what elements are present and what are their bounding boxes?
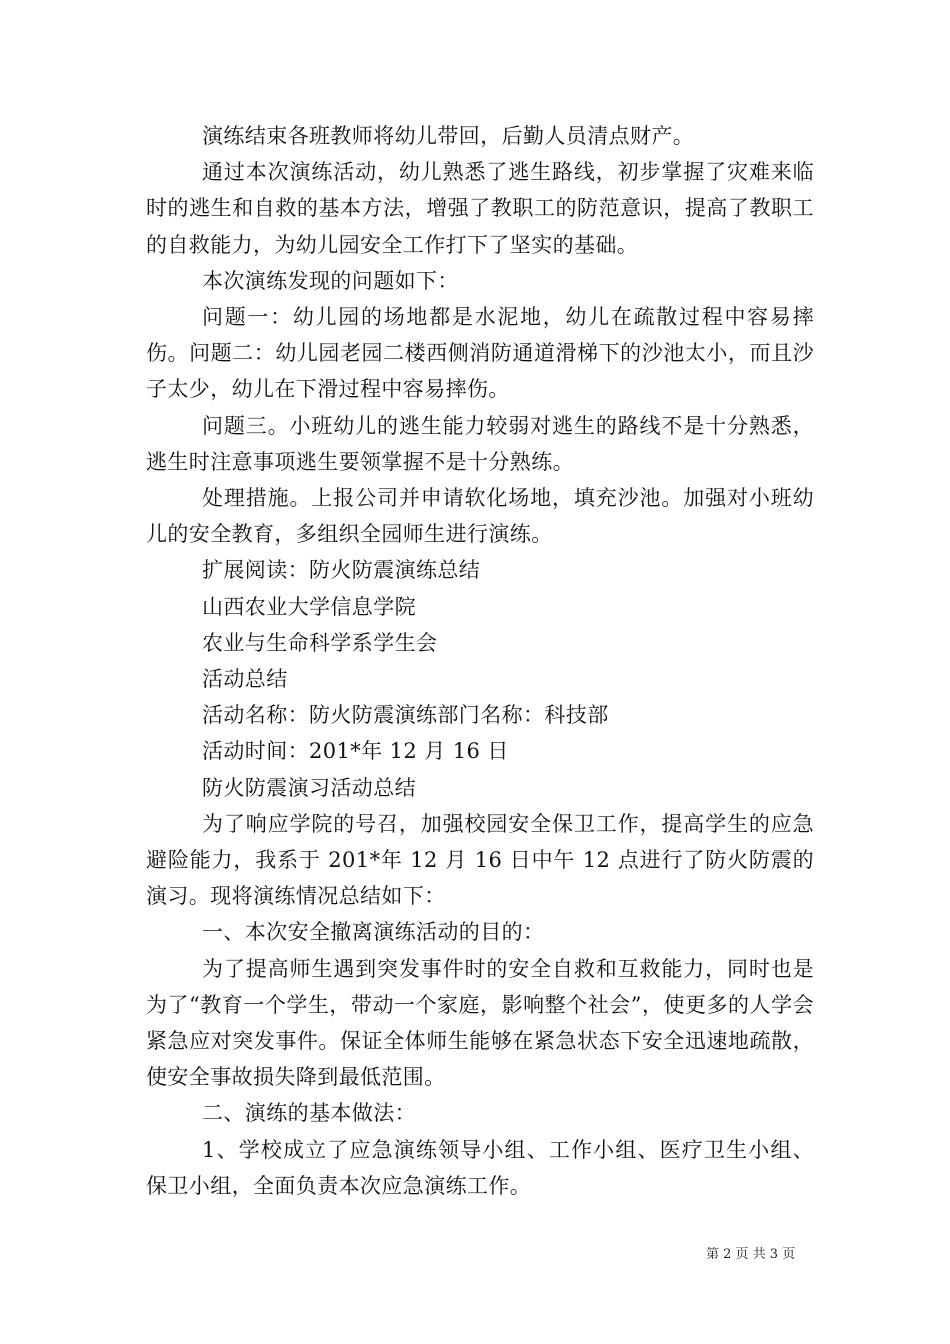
paragraph: 为了提高师生遇到突发事件时的安全自救和互救能力，同时也是为了“教育一个学生，带动一个家庭，影响整个社会”，使更多的人学会紧急应对突发事件。保证全体师生能够在紧急状态下安全迅速地疏散，使安全事故损失降到最低范围。 <box>146 956 814 1090</box>
paragraph: 活动总结 <box>202 667 288 692</box>
paragraph: 本次演练发现的问题如下： <box>202 268 459 293</box>
paragraph: 一、本次安全撤离演练活动的目的： <box>202 920 545 945</box>
paragraph: 为了响应学院的号召，加强校园安全保卫工作，提高学生的应急避险能力，我系于 201*年 12 月 16 日中午 12 点进行了防火防震的演习。现将演练情况总结如下： <box>146 811 814 909</box>
paragraph: 问题一：幼儿园的场地都是水泥地，幼儿在疏散过程中容易摔伤。问题二：幼儿园老园二楼西侧消防通道滑梯下的沙池太小，而且沙子太少，幼儿在下滑过程中容易摔伤。 <box>146 305 814 402</box>
paragraph: 扩展阅读：防火防震演练总结 <box>202 558 481 583</box>
document-body <box>146 118 814 1204</box>
paragraph: 活动名称：防火防震演练部门名称：科技部 <box>202 703 609 728</box>
page-number: 第 2 页 共 3 页 <box>706 1247 796 1262</box>
paragraph: 演练结束各班教师将幼儿带回，后勤人员清点财产。 <box>202 124 695 148</box>
paragraph: 活动时间：201*年 12 月 16 日 <box>202 739 509 764</box>
paragraph: 1、学校成立了应急演练领导小组、工作小组、医疗卫生小组、保卫小组，全面负责本次应急演练工作。 <box>146 1137 814 1198</box>
paragraph: 问题三。小班幼儿的逃生能力较弱对逃生的路线不是十分熟悉，逃生时注意事项逃生要领掌握不是十分熟练。 <box>146 413 814 474</box>
paragraph: 通过本次演练活动，幼儿熟悉了逃生路线，初步掌握了灾难来临时的逃生和自救的基本方法，增强了教职工的防范意识，提高了教职工的自救能力，为幼儿园安全工作打下了坚实的基础。 <box>146 160 814 257</box>
paragraph: 二、演练的基本做法： <box>202 1101 416 1126</box>
paragraph: 山西农业大学信息学院 <box>202 594 416 619</box>
paragraph: 防火防震演习活动总结 <box>202 775 416 800</box>
paragraph: 农业与生命科学系学生会 <box>202 630 438 655</box>
paragraph: 处理措施。上报公司并申请软化场地，填充沙池。加强对小班幼儿的安全教育，多组织全园师生进行演练。 <box>146 486 814 547</box>
